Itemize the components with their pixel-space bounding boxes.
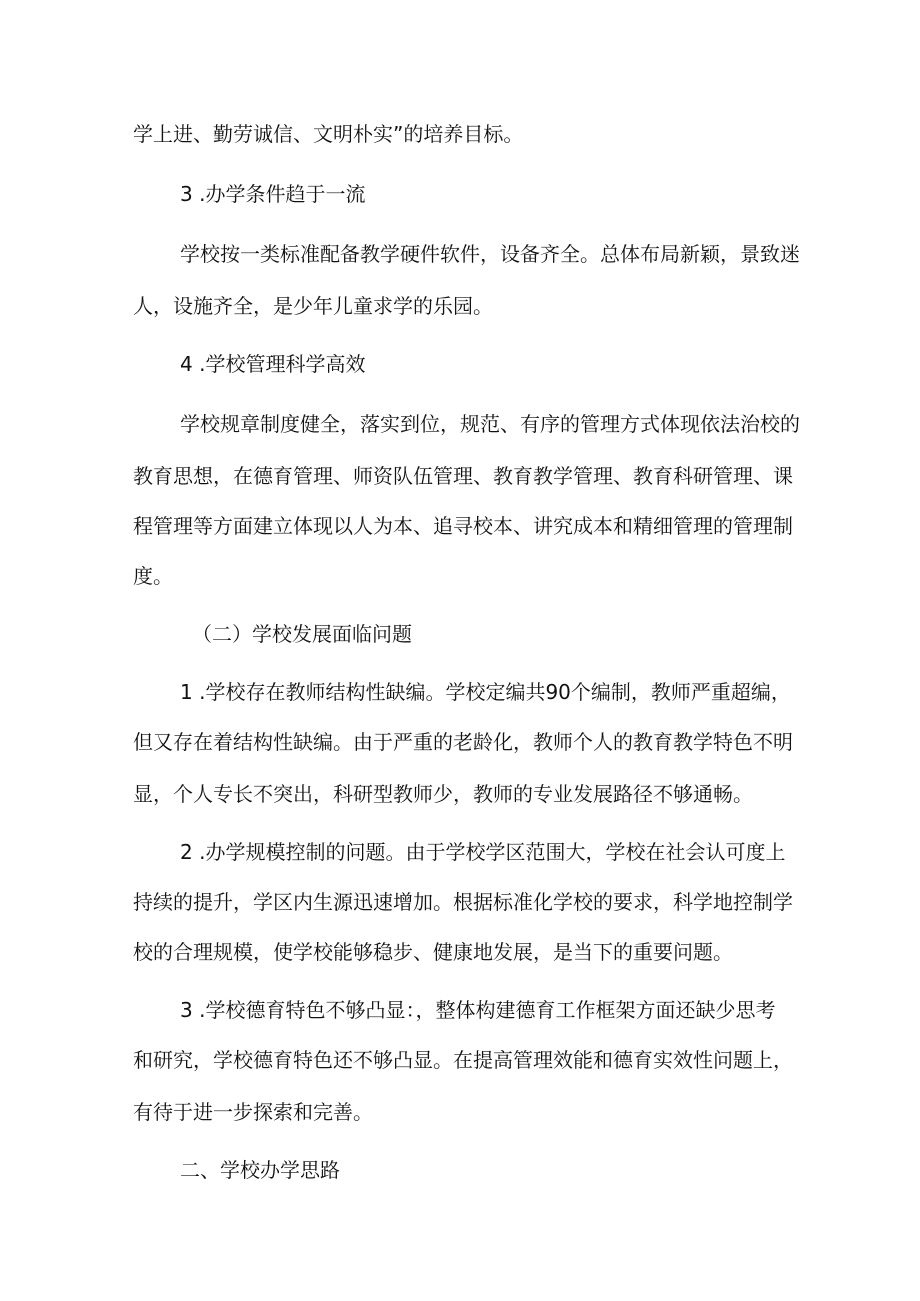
paragraph-line: 但又存在着结构性缺编。由于严重的老龄化，教师个人的教育教学特色不明	[133, 730, 793, 754]
paragraph-line: 显，个人专长不突出，科研型教师少，教师的专业发展路径不够通畅。	[133, 782, 753, 806]
paragraph-line: 教育思想，在德育管理、师资队伍管理、教育教学管理、教育科研管理、课	[133, 464, 793, 488]
paragraph-line: 程管理等方面建立体现以人为本、追寻校本、讲究成本和精细管理的管理制	[133, 514, 793, 538]
paragraph-line: 学校按一类标准配备教学硬件软件，设备齐全。总体布局新颖，景致迷	[180, 242, 800, 266]
paragraph-line: 人，设施齐全，是少年儿童求学的乐园。	[133, 294, 493, 318]
paragraph-line: 持续的提升，学区内生源迅速增加。根据标准化学校的要求，科学地控制学	[133, 890, 793, 914]
paragraph-line: 和研究，学校德育特色还不够凸显。在提高管理效能和德育实效性问题上，	[133, 1048, 793, 1072]
paragraph-line: 度。	[133, 564, 173, 588]
paragraph-line: 校的合理规模，使学校能够稳步、健康地发展，是当下的重要问题。	[133, 940, 733, 964]
paragraph-line: 2 .办学规模控制的问题。由于学校学区范围大，学校在社会认可度上	[180, 840, 786, 864]
paragraph-line: 学校规章制度健全，落实到位，规范、有序的管理方式体现依法治校的	[180, 412, 800, 436]
paragraph-line: 1 .学校存在教师结构性缺编。学校定编共90个编制，教师严重超编，	[180, 680, 791, 704]
paragraph-line: 有待于进一步探索和完善。	[133, 1100, 373, 1124]
paragraph-line: 学上进、勤劳诚信、文明朴实”的培养目标。	[133, 122, 524, 146]
subheading-4: 4 .学校管理科学高效	[180, 352, 366, 376]
chapter-heading: 二、学校办学思路	[180, 1158, 340, 1182]
subheading-3: 3 .办学条件趋于一流	[180, 182, 366, 206]
paragraph-line: 3 .学校德育特色不够凸显：，整体构建德育工作框架方面还缺少思考	[180, 998, 776, 1022]
section-heading: （二）学校发展面临问题	[192, 622, 412, 646]
